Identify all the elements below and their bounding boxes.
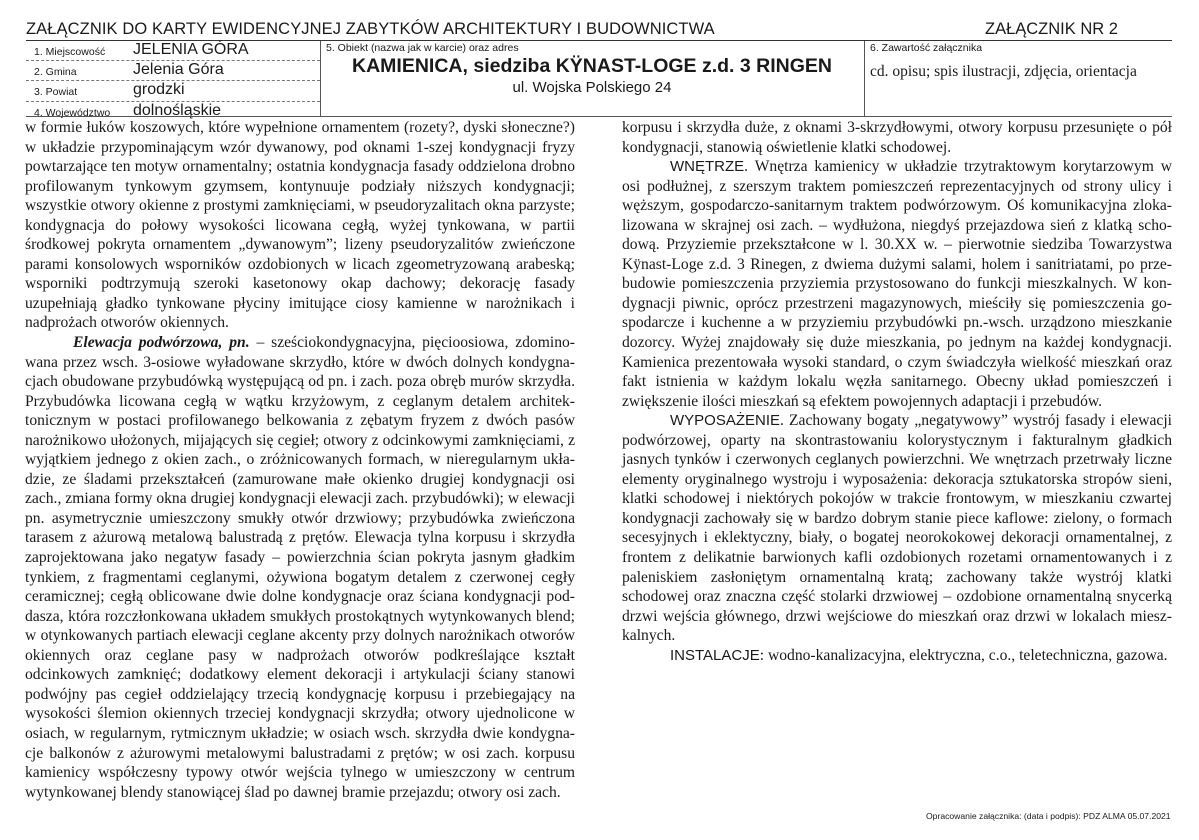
contents-label: 6. Zawartość załącznika: [870, 42, 983, 54]
paragraph-text: – sześciokondygnacyjna, pięcioosiowa, zdominowana przez wsch. 3-osiowe wyładowane skrzydło, które w dwóch dolnych kondygnacjach obudowane przybudówką występującą od pn. i zach. poza obręb murów skrzydła. Przybudówka licowana cegłą w wątku krzyżowym, z ceglanym detalem architektonicznym w postaci profilowanego belkowania z zębatym fryzem z dwóch pasów narożnikowo ułożonych, mijających się cegieł; otwory z odcinkowymi zamknięciami, z wyjątkiem jednego z okien zach., o zróżnicowanych formach, w nieregularnym układzie, ze śladami przekształceń (zamurowane małe okienko drugiej kondygnacji osi zach., zmiana formy okna drugiej kondygnacji elewacji zach. przybudówki); w elewacji pn. asymetrycznie umieszczony smukły otwór drzwiowy; przybudówka zwieńczona tarasem z ażurową metalową balustradą z prętów. Elewacja tylna korpusu i skrzydła zaprojektowana jako negatyw fasady – powierzchnia ścian pokryta jasnym gładkim tynkiem, z fragmentami ceglanymi, ożywiona bogatym detalem z czerwonej cegły ceramicznej; cegłą oblicowane dwie dolne kondygnacje oraz ściana kondygnacji poddasza, która rozczłonkowana układem smukłych prostokątnych wytynkowanych blend; w otynkowanych partiach elewacji ceglane akcenty przy dolnych narożnikach otworów okiennych oraz ceglane pasy w nadprożach otworów podkreślające kształt odcinkowych zamknięć; dodatkowy element dekoracji i artykulacji ściany stanowi podwójny pas cegieł oddzielający trzecią kondygnację korpusu i przebiegający na wysokości ślemion okiennych trzeciej kondygnacji skrzydła; otwory ujednolicone w osiach, w regularnym, rytmicznym układzie; w osiach wsch. skrzydła dwie kondygnacje balkonów z ażurowymi metalowymi balustradami z prętów; w osi zach. korpusu kamienicy współczesny typowy otwór wejścia tylnego w umieszczony w centrum wytynkowanej blendy stanowiącej ślad po dawnej bramie przejazdu; otwory osi zach.: [25, 334, 575, 801]
object-address: ul. Wojska Polskiego 24: [512, 79, 672, 96]
field-row-locality: [26, 41, 320, 61]
field-label: 4. Województwo: [34, 106, 111, 119]
paragraph-text: . Zachowany bogaty „negatywowy” wystrój fasady i elewacji podwórzowej, oparty na skontrastowaniu kolorystycznym i fakturalnym gładkich jasnych tynków i czerwonych ceglanych powierzchni. We wnętrzach przetrwały liczne elementy oryginalnego wystroju i wyposażenia: dekoracja sztukatorska stropów sieni, klatki schodowej i niektórych pokojów w trakcie frontowym, w mieszkaniu czwartej kondygnacji zachowały się w bardzo dobrym stanie piece kaflowe: zielony, o formach secesyjnych i eklektyczny, biały, o bogatej neorokokowej dekoracji ornamentalnej, z frontem z delikatnie barwionych kafli ozdobionych rozetami ornamentowanych i z paleniskiem zasłoniętym ornamentalną kratą; zachowany także wystrój klatki schodowej oraz znaczna część stolarki drzwiowej – ozdobione ornamentalną snycerką drzwi wejścia głównego, drzwi wejściowe do mieszkań oraz drzwi w lokalach mieszkalnych.: [622, 412, 1172, 645]
field-label: 3. Powiat: [34, 86, 78, 99]
paragraph-installations: [622, 646, 1172, 666]
field-row-county: [26, 81, 320, 101]
footer-signature: Opracowanie załącznika: (data i podpis): PDZ ALMA 05.07.2021: [926, 811, 1171, 821]
paragraph-courtyard-elevation: [25, 333, 575, 802]
section-heading-equipment: WYPOSAŻENIE: [670, 412, 781, 430]
object-label: 5. Obiekt (nazwa jak w karcie) oraz adres: [326, 42, 519, 54]
field-value: grodzki: [133, 81, 185, 99]
paragraph-equipment: [622, 411, 1172, 646]
field-row-commune: [26, 61, 320, 81]
paragraph-interior: [622, 157, 1172, 411]
field-label: 1. Miejscowość: [34, 46, 106, 58]
section-heading-courtyard: Elewacja podwórzowa, pn.: [73, 334, 250, 352]
location-fields: [26, 41, 320, 121]
paragraph-text: : wodno-kanalizacyjna, elektryczna, c.o., teletechniczna, gazowa.: [759, 646, 1168, 664]
field-value: dolnośląskie: [133, 101, 222, 119]
header-column-divider: [864, 41, 865, 116]
section-heading-interior: WNĘTRZE: [670, 158, 745, 176]
right-column: [622, 118, 1172, 665]
attachment-number: ZAŁĄCZNIK NR 2: [985, 20, 1118, 38]
paragraph-text: . Wnętrza kamienicy w układzie trzytraktowym korytarzowym w osi podłużnej, z szerszym traktem pomieszczeń reprezentacyjnych od strony ulicy i węższym, gospodarczo-sanitarnym traktem podwórzowym. Oś komunikacyjna zlokalizowana w skrajnej osi zach. – wydłużona, niegdyś przejazdowa sień z klatką schodową. Przyziemie przekształcone w l. 30.XX w. – pierwotnie siedziba Towarzystwa Kÿnast-Loge z.d. 3 Rinegen, z dwiema dużymi salami, holem i sanitriatami, po przebudowie pomieszczenia przyziemia przystosowano do funkcji mieszkalnych. W kondygnacji piwnic, oprócz przestrzeni magazynowych, mieściły się pomieszczenia gospodarcze i kuchenne a w przyziemiu przybudówki pn.-wsch. urządzono mieszkanie dozorcy. Wyżej znajdowały się duże mieszkania, po jednym na każdej kondygnacji. Kamienica prezentowała wysoki standard, o czym świadczyła wielkość mieszkań oraz fakt istnienia w każdym lokalu węzła sanitarnego. Obecny układ pomieszczeń i zwiększenie ilości mieszkań są efektem powojennych adaptacji i przebudów.: [622, 158, 1172, 410]
document-title: ZAŁĄCZNIK DO KARTY EWIDENCYJNEJ ZABYTKÓW ARCHITEKTURY I BUDOWNICTWA: [26, 20, 715, 38]
paragraph-facade-continued: w formie łuków koszowych, które wypełnione ornamentem (rozety?, dyski słoneczne?) w układzie przypominającym wzór dywanowy, pod oknami 1-szej kondygnacji fryzy powtarzające ten motyw ornamentalny; ostatnia kondygnacja fasady oddzielona drobno profilowanym tynkowym gzymsem, kontynuuje podziały niższych kondygnacji; wszystkie otwory okienne z prostymi zamknięciami, w pseudoryzalitach okna parzyste; kondygnacja do połowy wysokości licowana cegłą, wyżej tynkowana, w partii środkowej pokryta ornamentem „dywanowym”; lizeny pseudoryzalitów zwieńczone parami konsolowych wsporników ozdobionych w licach zgeometryzowaną arabeską; wsporniki podtrzymują szeroki kasetonowy okap dachowy; dekorację fasady uzupełniają gładko tynkowane płyciny imitujące ciosy kamienne w narożnikach i nadprożach otworów okiennych.: [25, 119, 575, 332]
left-column: [25, 118, 575, 802]
field-value: Jelenia Góra: [133, 61, 224, 79]
section-heading-installations: INSTALACJE: [670, 646, 760, 664]
paragraph-continued: korpusu i skrzydła duże, z oknami 3-skrzydłowymi, otwory korpusu przesunięte o pół kondygnacji, stanowią oświetlenie klatki schodowej.: [622, 119, 1172, 156]
header-bottom-rule: [26, 116, 1172, 117]
field-label: 2. Gmina: [34, 66, 77, 79]
contents-value: cd. opisu; spis ilustracji, zdjęcia, orientacja: [870, 63, 1137, 80]
field-value: JELENIA GÓRA: [133, 41, 249, 58]
object-name: KAMIENICA, siedziba KŸNAST-LOGE z.d. 3 RINGEN: [352, 55, 832, 77]
